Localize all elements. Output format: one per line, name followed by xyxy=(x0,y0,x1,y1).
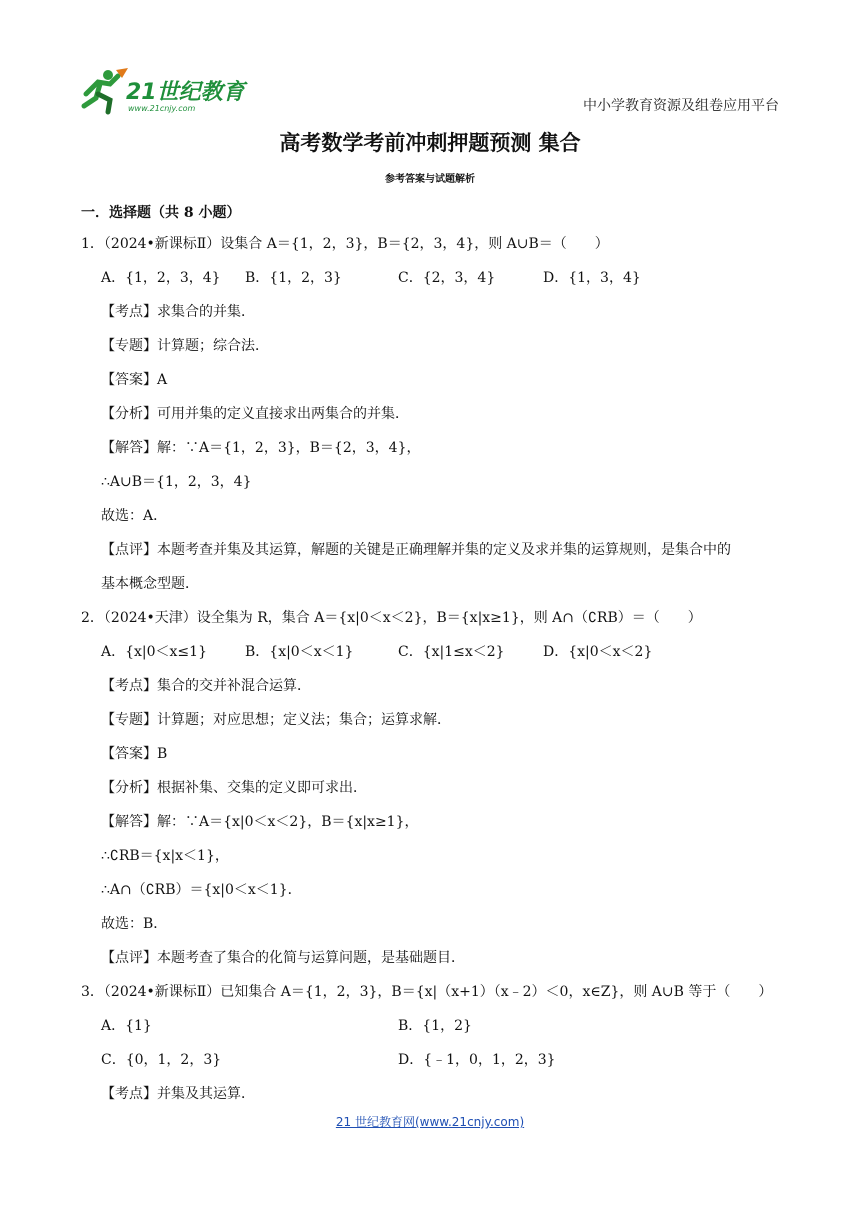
logo-21cnjy xyxy=(78,66,248,116)
q1-option-d: D．{1，3，4} xyxy=(543,270,641,286)
q2-jieda: 【解答】解：∵A＝{x|0＜x＜2}，B＝{x|x≥1}， xyxy=(101,814,419,830)
footer-link[interactable]: 21 世纪教育网(www.21cnjy.com) xyxy=(335,1115,525,1129)
q1-option-c: C．{2，3，4} xyxy=(398,270,496,286)
q1-choose: 故选：A． xyxy=(101,508,168,524)
section-heading: 一．选择题（共 8 小题） xyxy=(81,205,241,221)
platform-text: 中小学教育资源及组卷应用平台 xyxy=(583,98,779,114)
q2-option-c: C．{x|1≤x＜2} xyxy=(398,644,505,660)
q2-option-a: A．{x|0＜x≤1} xyxy=(101,644,207,660)
page-title: 高考数学考前冲刺押题预测 集合 xyxy=(279,131,581,155)
q3-option-c: C．{0，1，2，3} xyxy=(101,1052,222,1068)
q3-option-b: B．{1，2} xyxy=(398,1018,472,1034)
q2-dianping: 【点评】本题考查了集合的化简与运算问题，是基础题目． xyxy=(101,950,465,966)
q1-dianping-1: 【点评】本题考查并集及其运算，解题的关键是正确理解并集的定义及求并集的运算规则，是集合中的 xyxy=(101,542,731,558)
svg-text:www.21cnjy.com: www.21cnjy.com xyxy=(128,104,196,113)
q1-fenxi: 【分析】可用并集的定义直接求出两集合的并集． xyxy=(101,406,409,422)
q2-step1: ∴∁RB＝{x|x＜1}， xyxy=(101,848,229,864)
q2-kaodian: 【考点】集合的交并补混合运算． xyxy=(101,678,311,694)
q3-kaodian: 【考点】并集及其运算． xyxy=(101,1086,255,1102)
q2-option-b: B．{x|0＜x＜1} xyxy=(245,644,354,660)
q1-option-b: B．{1，2，3} xyxy=(245,270,342,286)
q1-kaodian: 【考点】求集合的并集． xyxy=(101,304,255,320)
q1-stem: 1．（2024•新课标Ⅱ）设集合 A＝{1，2，3}，B＝{2，3，4}，则 A∪B＝（ ） xyxy=(81,236,609,252)
page-subtitle: 参考答案与试题解析 xyxy=(385,174,475,185)
svg-text:21世纪教育: 21世纪教育 xyxy=(126,80,245,105)
q2-choose: 故选：B． xyxy=(101,916,168,932)
q1-step1: ∴A∪B＝{1，2，3，4} xyxy=(101,474,252,490)
q3-option-a: A．{1} xyxy=(101,1018,152,1034)
q1-jieda: 【解答】解：∵A＝{1，2，3}，B＝{2，3，4}， xyxy=(101,440,421,456)
q1-answer: 【答案】A xyxy=(101,372,168,388)
q1-zhuanti: 【专题】计算题；综合法． xyxy=(101,338,269,354)
q3-option-d: D．{﹣1，0，1，2，3} xyxy=(398,1052,556,1068)
q1-dianping-2: 基本概念型题． xyxy=(101,576,199,592)
runner-logo-icon xyxy=(78,66,248,116)
q2-fenxi: 【分析】根据补集、交集的定义即可求出． xyxy=(101,780,367,796)
q2-step2: ∴A∩（∁RB）＝{x|0＜x＜1}． xyxy=(101,882,302,898)
q1-option-a: A．{1，2，3，4} xyxy=(101,270,221,286)
q2-stem: 2．（2024•天津）设全集为 R，集合 A＝{x|0＜x＜2}，B＝{x|x≥1}，则 A∩（∁RB）＝（ ） xyxy=(81,610,702,626)
q3-stem: 3．（2024•新课标Ⅱ）已知集合 A＝{1，2，3}，B＝{x|（x+1）（x﹣2）＜0，x∈Z}，则 A∪B 等于（ ） xyxy=(81,984,773,1000)
q2-answer: 【答案】B xyxy=(101,746,168,762)
q2-option-d: D．{x|0＜x＜2} xyxy=(543,644,653,660)
q2-zhuanti: 【专题】计算题；对应思想；定义法；集合；运算求解． xyxy=(101,712,451,728)
